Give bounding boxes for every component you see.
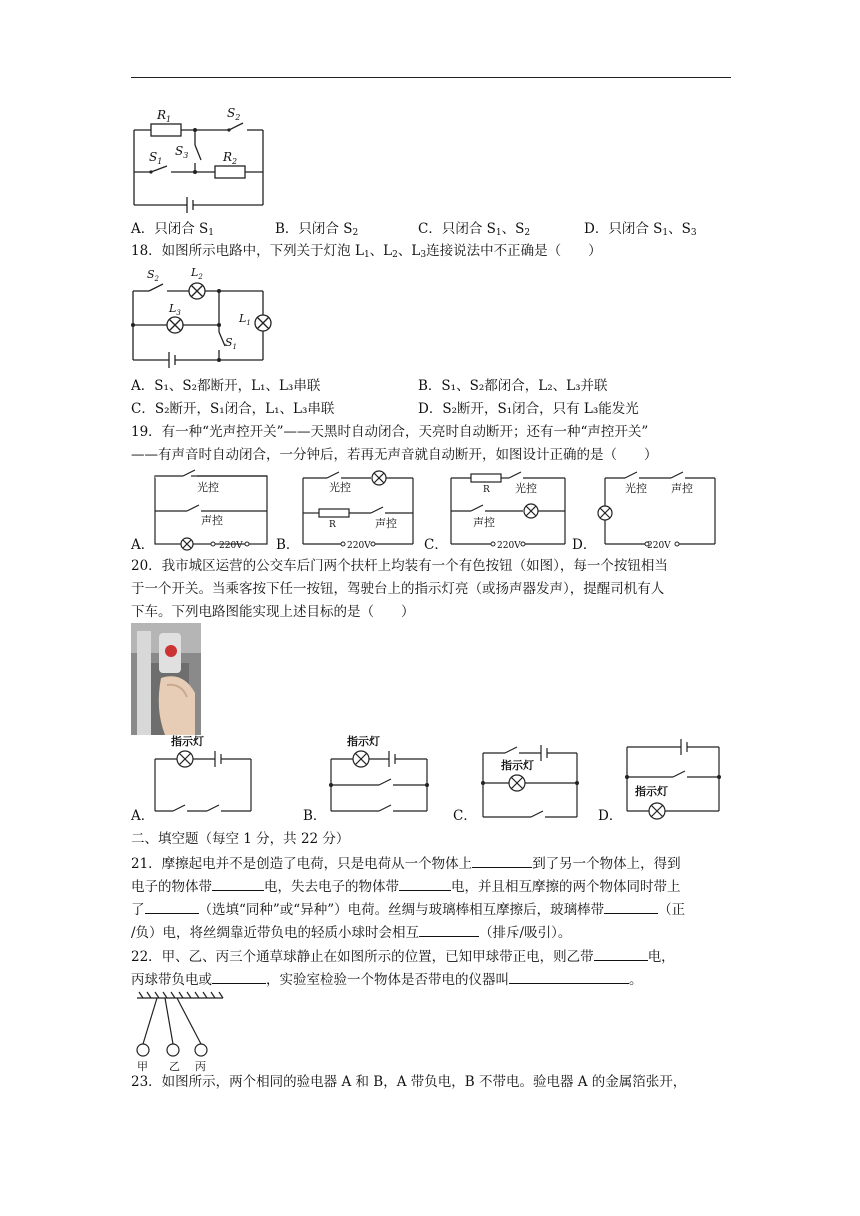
q18-option-a: A．S₁、S₂都断开，L₁、L₃串联 <box>131 378 321 394</box>
q19b-220v: 220V <box>347 541 371 551</box>
q17-label-s2: $S_2$ <box>227 106 241 122</box>
section-heading: 二、填空题（每空 1 分，共 22 分） <box>131 831 350 847</box>
q19c-shengkong: 声控 <box>473 516 495 529</box>
q19-option-c-label: C． <box>424 537 448 553</box>
q17-option-b: B．只闭合 $S_2$ <box>275 221 359 238</box>
q20a-lamp-label: 指示灯 <box>171 735 204 748</box>
q22-label-bing: 丙 <box>195 1060 206 1073</box>
q18-circuit-diagram <box>131 268 271 368</box>
q22-label-jia: 甲 <box>137 1060 148 1073</box>
q18-option-d: D．S₂断开，S₁闭合，只有 L₃能发光 <box>418 401 639 417</box>
q17-label-s3: $S_3$ <box>175 144 189 160</box>
q21-line-4: /负）电，将丝绸靠近带负电的轻质小球时会相互 （排斥/吸引）。 <box>131 922 571 942</box>
q21-blank-1[interactable] <box>472 853 532 868</box>
q19b-r: R <box>329 520 336 530</box>
q20-option-d-label: D． <box>598 808 623 824</box>
q20d-lamp-label: 指示灯 <box>635 785 668 798</box>
q21-blank-5[interactable] <box>604 899 658 914</box>
q18-label-l1: $L_1$ <box>239 312 251 327</box>
q17-option-c: C．只闭合 $S_1$、$S_2$ <box>418 221 531 238</box>
q19b-guangkong: 光控 <box>329 481 351 494</box>
q19b-shengkong: 声控 <box>375 517 397 530</box>
q19d-220v: 220V <box>647 541 671 551</box>
q20-option-a-label: A． <box>131 808 155 824</box>
q20-option-diagrams <box>131 733 731 823</box>
q22-pith-balls-diagram <box>131 990 231 1072</box>
header-rule <box>131 77 731 78</box>
q21-blank-3[interactable] <box>399 876 451 891</box>
q18-label-s1: $S_1$ <box>225 336 238 351</box>
q17-option-d: D．只闭合 $S_1$、$S_3$ <box>584 221 697 238</box>
q19c-r: R <box>483 485 490 495</box>
q22-blank-3[interactable] <box>509 969 629 984</box>
q21-blank-2[interactable] <box>212 876 264 891</box>
q20-option-b-label: B． <box>303 808 327 824</box>
q18-stem: 18．如图所示电路中，下列关于灯泡 $L_1$、$L_2$、$L_3$连接说法中不正确是（ ） <box>131 243 602 260</box>
q22-blank-2[interactable] <box>212 969 266 984</box>
q17-option-a: A．只闭合 $S_1$ <box>131 221 215 238</box>
q21-blank-6[interactable] <box>419 922 479 937</box>
q19-line-1: 19．有一种“光声控开关”——天黑时自动闭合，天亮时自动断开；还有一种“声控开关” <box>131 424 649 440</box>
q19d-shengkong: 声控 <box>671 482 693 495</box>
q20-line-3: 下车。下列电路图能实现上述目标的是（ ） <box>131 604 415 620</box>
q20-line-1: 20．我市城区运营的公交车后门两个扶杆上均装有一个有色按钮（如图），每一个按钮相当 <box>131 558 668 574</box>
q18-label-l3: $L_3$ <box>169 302 181 317</box>
q18-option-c: C．S₂断开，S₁闭合，L₁、L₃串联 <box>131 401 335 417</box>
q18-option-b: B．S₁、S₂都闭合，L₂、L₃并联 <box>418 378 608 394</box>
q21-line-1: 21．摩擦起电并不是创造了电荷，只是电荷从一个物体上 到了另一个物体上，得到 <box>131 853 681 873</box>
bus-button-photo <box>131 623 201 735</box>
q20c-lamp-label: 指示灯 <box>501 759 534 772</box>
q20-line-2: 于一个开关。当乘客按下任一按钮，驾驶台上的指示灯亮（或扬声器发声），提醒司机有人 <box>131 581 665 597</box>
q23-line-1: 23．如图所示，两个相同的验电器 A 和 B，A 带负电，B 不带电。验电器 A 的金属箔张开， <box>131 1074 687 1090</box>
q19a-220v: 220V <box>219 541 243 551</box>
q19c-guangkong: 光控 <box>515 482 537 495</box>
q18-label-l2: $L_2$ <box>191 266 203 281</box>
q19-option-d-label: D． <box>572 537 597 553</box>
q19-option-a-label: A． <box>131 537 155 553</box>
q21-blank-4[interactable] <box>145 899 199 914</box>
q19d-guangkong: 光控 <box>625 482 647 495</box>
q22-line-2: 丙球带负电或 ，实验室检验一个物体是否带电的仪器叫 。 <box>131 969 643 989</box>
q22-blank-1[interactable] <box>594 946 648 961</box>
q19-option-b-label: B． <box>276 537 300 553</box>
q21-line-2: 电子的物体带 电，失去电子的物体带 电，并且相互摩擦的两个物体同时带上 <box>131 876 681 896</box>
q22-line-1: 22．甲、乙、丙三个通草球静止在如图所示的位置，已知甲球带正电，则乙带 电， <box>131 946 675 966</box>
q22-label-yi: 乙 <box>169 1060 180 1073</box>
q19a-guangkong: 光控 <box>197 481 219 494</box>
q20b-lamp-label: 指示灯 <box>347 735 380 748</box>
q20-option-c-label: C． <box>453 808 477 824</box>
q17-circuit-diagram <box>131 105 271 215</box>
q17-label-r1: $R_1$ <box>157 108 172 124</box>
q18-label-s2: $S_2$ <box>147 268 160 283</box>
q17-label-r2: $R_2$ <box>223 150 238 166</box>
q21-line-3: 了 （选填“同种”或“异种”）电荷。丝绸与玻璃棒相互摩擦后，玻璃棒带 （正 <box>131 899 685 919</box>
q19a-shengkong: 声控 <box>201 514 223 527</box>
q19c-220v: 220V <box>497 541 521 551</box>
q19-line-2: ——有声音时自动闭合，一分钟后，若再无声音就自动断开，如图设计正确的是（ ） <box>131 447 658 463</box>
q17-label-s1: $S_1$ <box>149 150 163 166</box>
